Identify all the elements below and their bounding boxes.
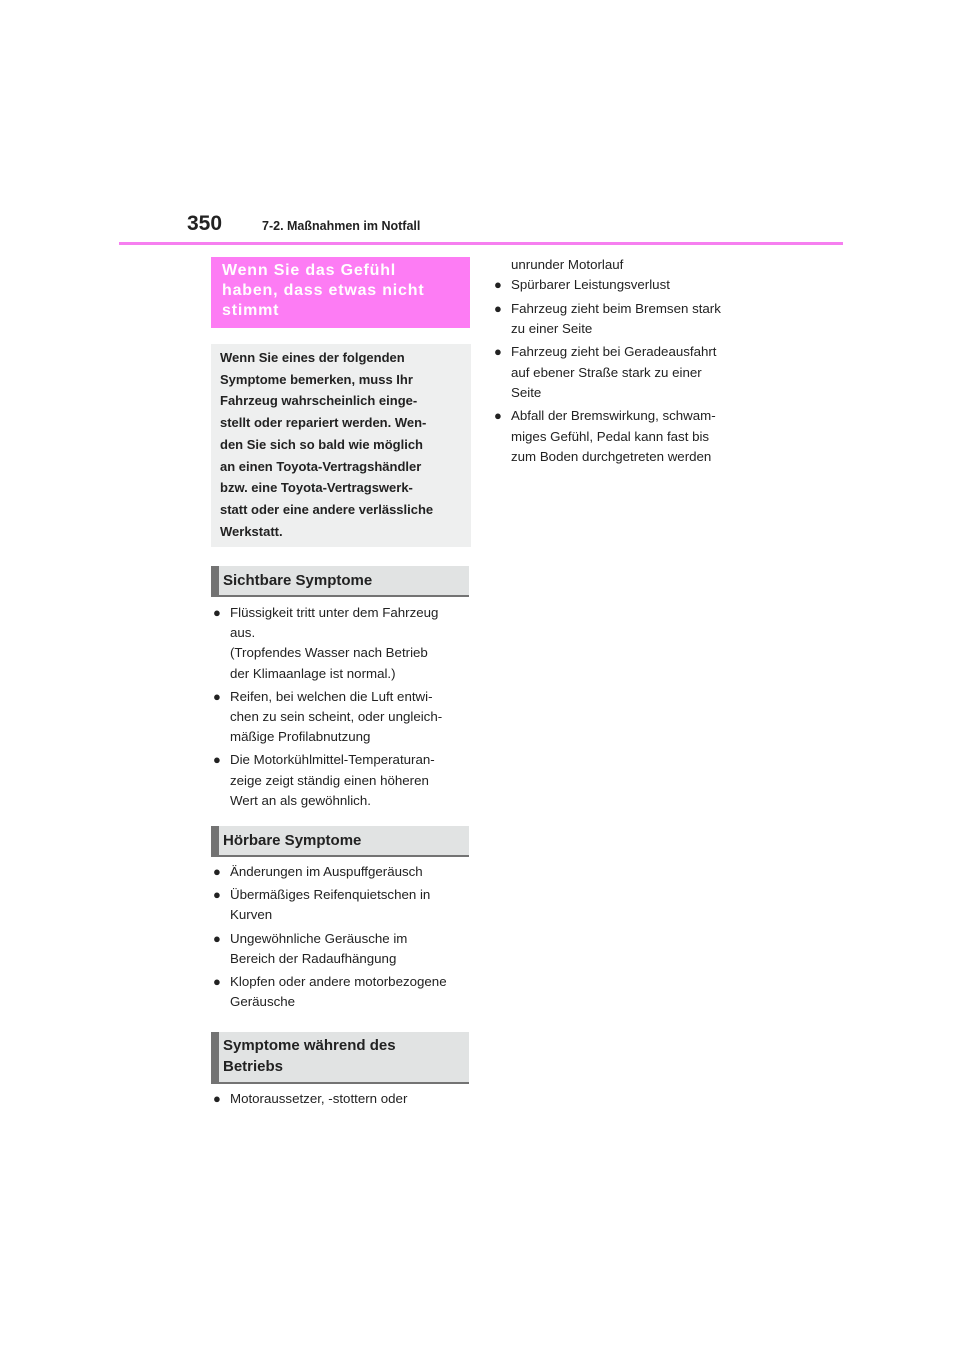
bullet-icon: ●	[213, 1091, 221, 1106]
list-item	[212, 750, 474, 811]
list-item-line: (Tropfendes Wasser nach Betrieb	[230, 645, 428, 661]
list-item-line: Abfall der Bremswirkung, schwam-	[511, 408, 716, 424]
bullet-icon: ●	[494, 277, 502, 292]
list-item-line: aus.	[230, 625, 256, 641]
list-item	[212, 862, 474, 882]
intro-text-line: den Sie sich so bald wie möglich	[220, 436, 423, 452]
list-item	[493, 342, 755, 403]
intro-text-line: Fahrzeug wahrscheinlich einge-	[220, 393, 418, 409]
bullet-icon: ●	[494, 408, 502, 424]
intro-text-line: stellt oder repariert werden. Wen-	[220, 415, 427, 431]
visible-symptoms-list	[212, 603, 474, 814]
heading-operation-symptoms	[211, 1032, 469, 1084]
list-item-line: zu einer Seite	[511, 320, 593, 336]
list-item-line: Spürbarer Leistungsverlust	[511, 277, 670, 292]
intro-text-box	[211, 344, 471, 547]
heading-visible-symptoms: Sichtbare Symptome	[211, 566, 469, 597]
list-item	[212, 929, 474, 969]
bullet-icon: ●	[213, 688, 221, 704]
intro-text-line: Symptome bemerken, muss Ihr	[220, 371, 413, 387]
intro-text-line: bzw. eine Toyota-Vertragswerk-	[220, 480, 413, 496]
list-item-line: miges Gefühl, Pedal kann fast bis	[511, 428, 710, 444]
list-item-line: Die Motorkühlmittel-Temperaturan-	[230, 752, 435, 768]
list-item-line: chen zu sein scheint, oder ungleich-	[230, 709, 443, 725]
bullet-icon: ●	[213, 887, 221, 903]
list-item	[212, 972, 474, 1012]
section-title: 7-2. Maßnahmen im Notfall	[262, 219, 421, 233]
list-item	[212, 603, 474, 684]
page-number: 350	[187, 212, 223, 235]
list-item-line: Bereich der Radaufhängung	[230, 950, 397, 966]
bullet-icon: ●	[494, 344, 502, 360]
list-item-line: Klopfen oder andere motorbezogene	[230, 974, 447, 990]
header-rule	[119, 242, 843, 245]
operation-symptoms-list	[212, 1089, 474, 1112]
list-item-line: zeige zeigt ständig einen höheren	[230, 772, 429, 788]
list-item-line: auf ebener Straße stark zu einer	[511, 364, 702, 380]
list-item-line: Übermäßiges Reifenquietschen in	[230, 887, 431, 903]
intro-title-line: Wenn Sie das Gefühl	[222, 262, 397, 279]
list-item-line: Kurven	[230, 907, 273, 923]
list-item-line: Geräusche	[230, 994, 296, 1010]
list-item	[212, 885, 474, 925]
list-item	[212, 1089, 474, 1109]
list-item-line: Fahrzeug zieht beim Bremsen stark	[511, 300, 721, 316]
list-item	[493, 406, 755, 467]
bullet-icon: ●	[213, 605, 221, 620]
list-item-line: der Klimaanlage ist normal.)	[230, 665, 396, 681]
list-item	[493, 299, 755, 339]
intro-text-line: an einen Toyota-Vertragshändler	[220, 458, 422, 474]
list-item-continuation	[493, 255, 755, 275]
list-item	[493, 275, 755, 295]
list-item-line: mäßige Profilabnutzung	[230, 729, 371, 745]
intro-title-box	[211, 257, 470, 328]
list-item-line: Motoraussetzer, -stottern oder	[230, 1091, 408, 1106]
list-item-line: zum Boden durchgetreten werden	[511, 448, 712, 464]
bullet-icon: ●	[213, 974, 221, 990]
intro-text-line: Wenn Sie eines der folgenden	[220, 350, 405, 365]
bullet-icon: ●	[213, 930, 221, 946]
audible-symptoms-list	[212, 862, 474, 1015]
bullet-icon: ●	[213, 864, 221, 879]
list-item-line: Wert an als gewöhnlich.	[230, 792, 371, 808]
heading-line: Betriebs	[223, 1058, 284, 1075]
list-item-line: Ungewöhnliche Geräusche im	[230, 930, 408, 946]
list-item-line: Seite	[511, 384, 542, 400]
bullet-icon: ●	[494, 300, 502, 316]
operation-symptoms-list-right	[493, 275, 755, 470]
list-item	[212, 687, 474, 748]
heading-line: Symptome während des	[223, 1037, 396, 1054]
list-item-line: Flüssigkeit tritt unter dem Fahrzeug	[230, 605, 439, 620]
bullet-icon: ●	[213, 752, 221, 768]
list-item-line: Reifen, bei welchen die Luft entwi-	[230, 688, 433, 704]
list-item-line: Änderungen im Auspuffgeräusch	[230, 864, 423, 879]
list-item-line: unrunder Motorlauf	[511, 257, 624, 272]
list-item-line: Fahrzeug zieht bei Geradeausfahrt	[511, 344, 717, 360]
intro-text-line: statt oder eine andere verlässliche	[220, 501, 434, 517]
intro-title-line: haben, dass etwas nicht	[222, 282, 425, 299]
heading-audible-symptoms: Hörbare Symptome	[211, 826, 469, 857]
intro-text-line: Werkstatt.	[220, 523, 283, 539]
intro-title-line: stimmt	[222, 302, 280, 319]
